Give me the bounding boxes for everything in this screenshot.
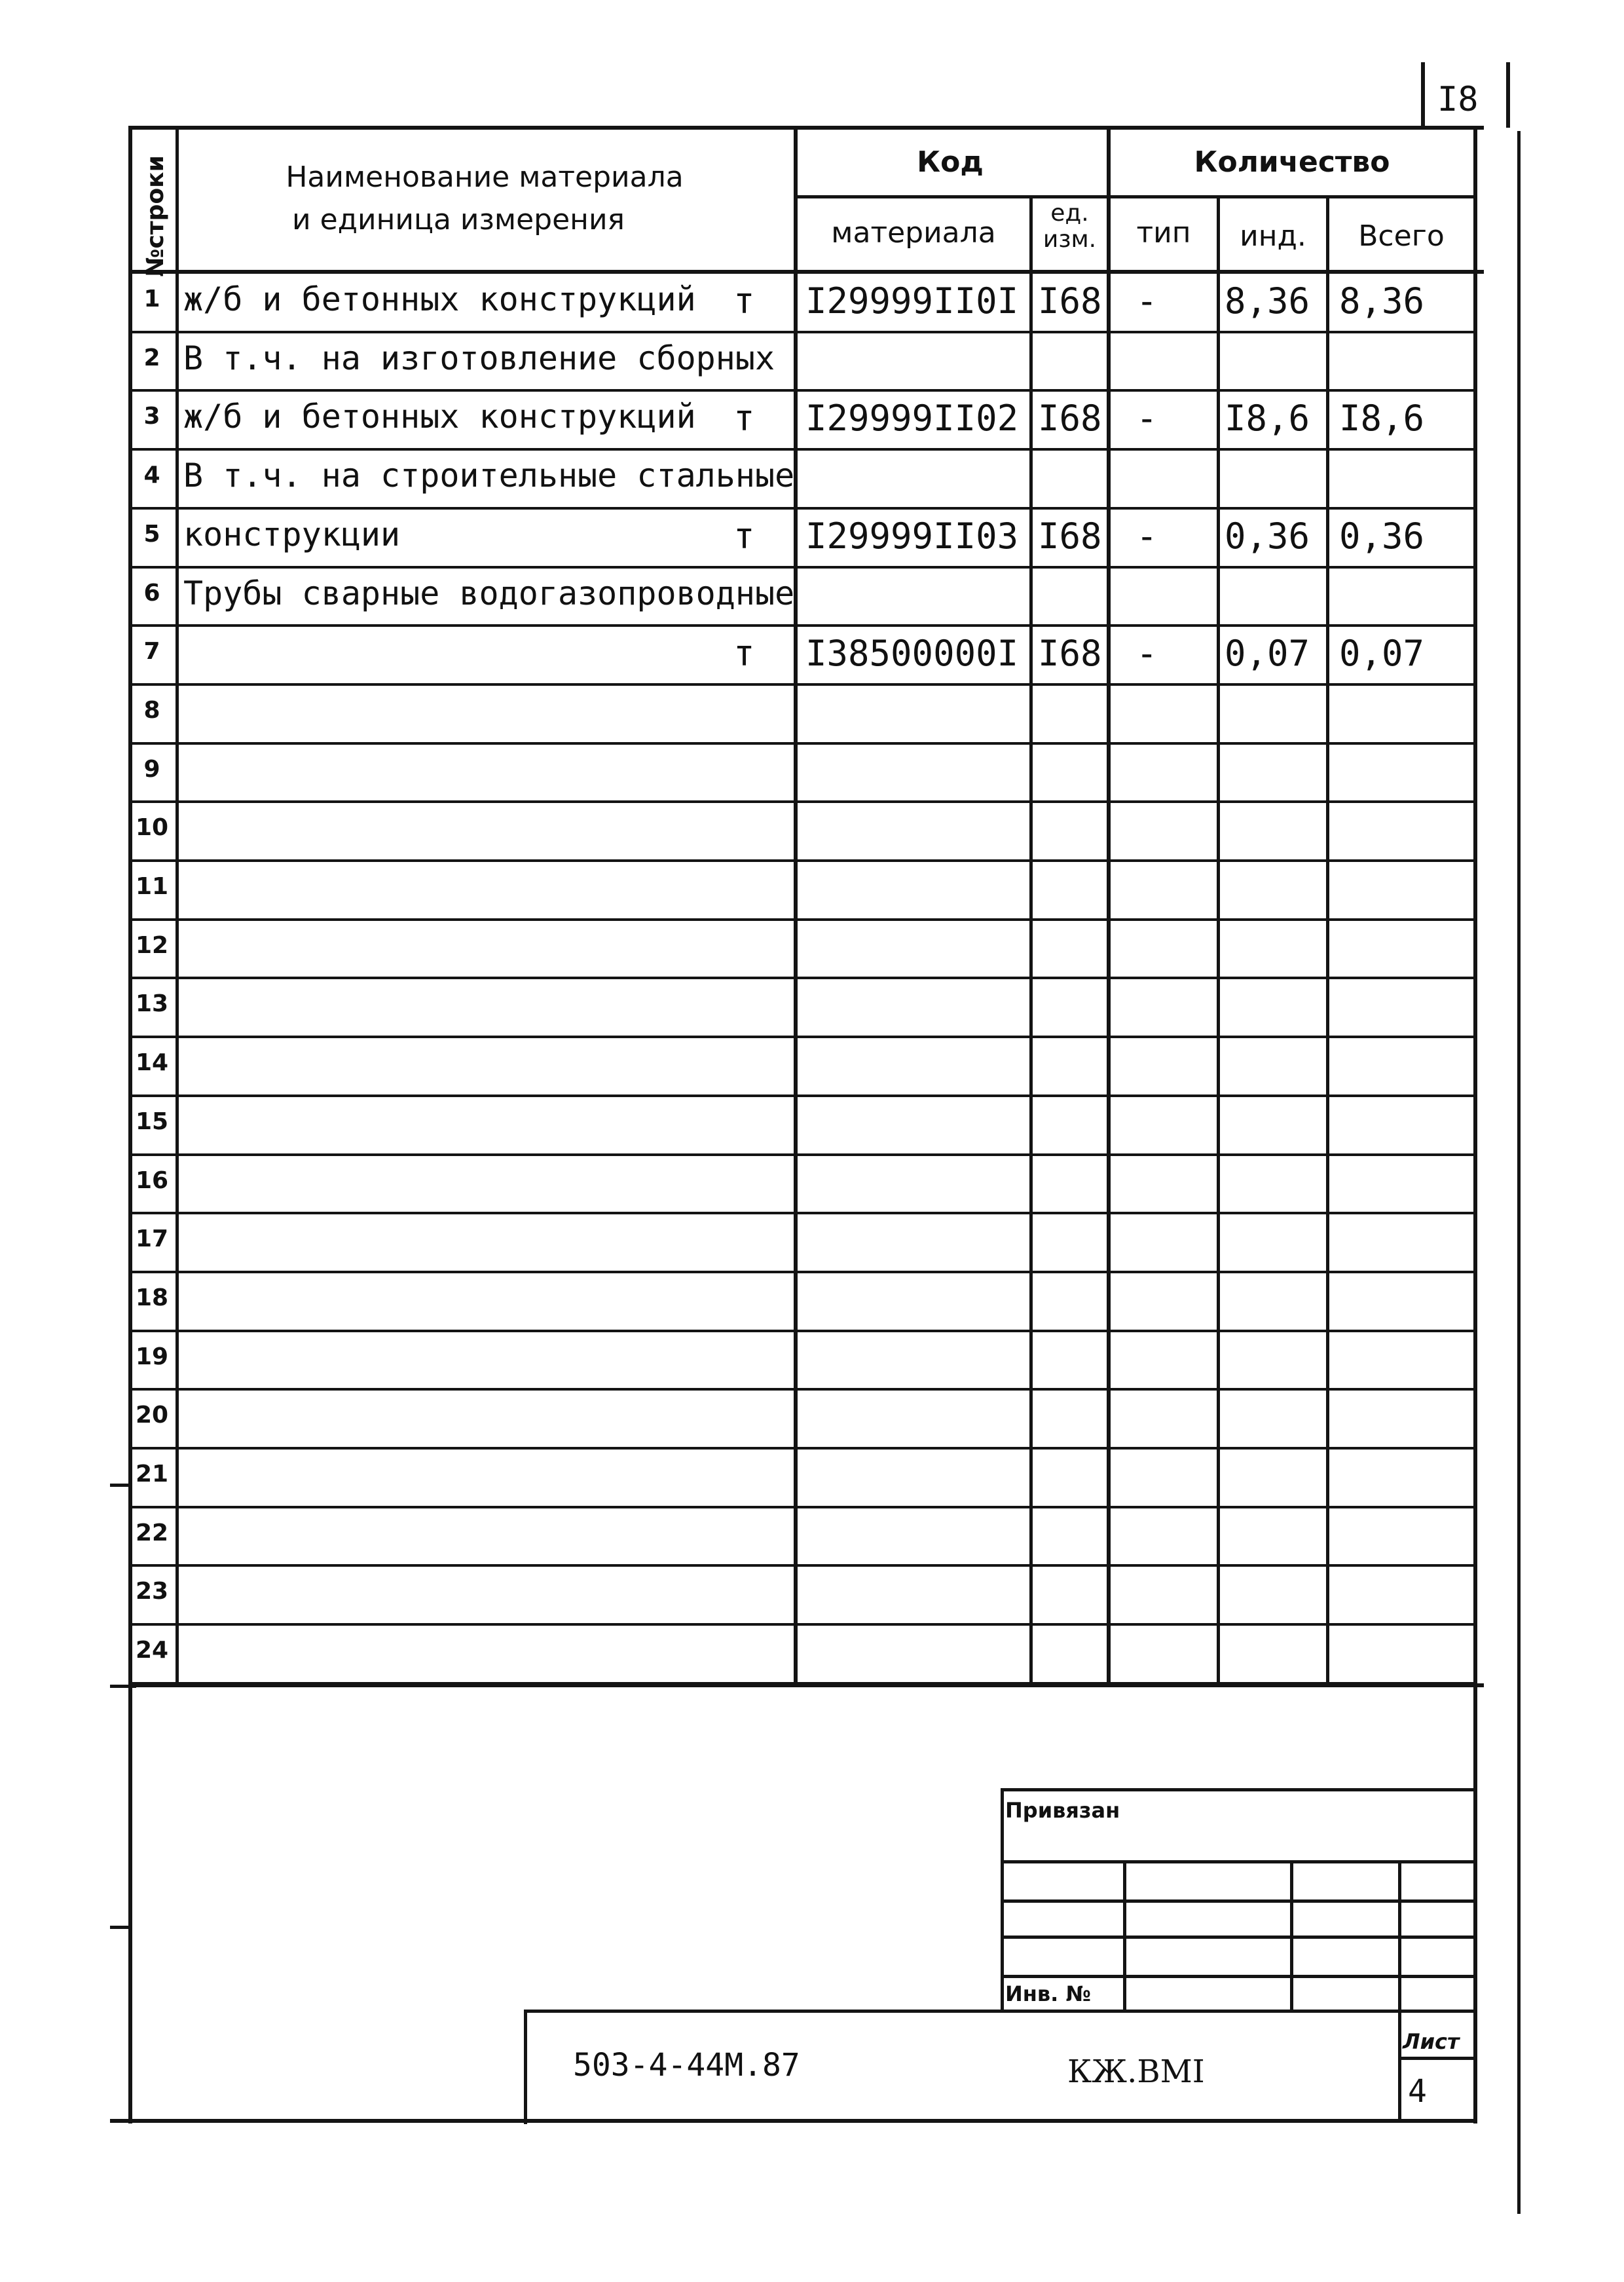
individual-qty-cell: 8,36	[1225, 280, 1310, 322]
row-divider	[128, 624, 1477, 627]
material-name-cell: ж/б и бетонных конструкций	[183, 398, 696, 436]
row-divider	[128, 389, 1477, 392]
titleblock-top	[524, 2010, 1477, 2013]
col-line-type	[1217, 196, 1220, 1685]
stamp-box-col2	[1123, 1860, 1126, 2011]
stamp-box-col3	[1290, 1860, 1293, 2011]
row-number: 1	[143, 286, 160, 312]
unit-cell: т	[733, 280, 755, 322]
row-number: 6	[143, 580, 160, 607]
table-top-line	[128, 126, 1484, 130]
table-right-line	[1473, 126, 1477, 2123]
total-qty-cell: I8,6	[1339, 398, 1425, 439]
row-number: 9	[143, 756, 160, 783]
row-number: 13	[135, 990, 169, 1017]
row-divider	[128, 1212, 1477, 1214]
code-unit-header-1: ед.	[1050, 200, 1089, 227]
row-number: 18	[135, 1284, 169, 1311]
row-divider	[128, 1036, 1477, 1038]
titleblock-bottom	[110, 2119, 1477, 2123]
qty-ind-header: инд.	[1240, 219, 1306, 253]
individual-qty-cell: 0,36	[1225, 515, 1310, 557]
row-number-header: №строки	[142, 155, 169, 277]
stamp-top-line	[110, 1685, 136, 1688]
measure-code-cell: I68	[1038, 633, 1102, 674]
row-number: 24	[135, 1637, 169, 1664]
type-cell: -	[1136, 280, 1158, 322]
row-divider	[128, 1623, 1477, 1626]
row-number: 19	[135, 1343, 169, 1370]
row-divider	[128, 1506, 1477, 1508]
code-unit-header-2: изм.	[1043, 226, 1097, 253]
margin-tick-1	[110, 1484, 130, 1487]
qty-group-header: Количество	[1194, 145, 1390, 179]
titleblock-left	[524, 2010, 527, 2124]
stamp-box-line4	[1001, 1936, 1477, 1939]
row-divider	[128, 448, 1477, 451]
total-qty-cell: 0,36	[1339, 515, 1425, 557]
type-cell: -	[1136, 398, 1158, 439]
row-number: 14	[135, 1049, 169, 1076]
row-number: 5	[143, 521, 160, 548]
page-number-box-right	[1506, 62, 1510, 128]
row-divider	[128, 331, 1477, 333]
individual-qty-cell: 0,07	[1225, 633, 1310, 674]
row-divider	[128, 1447, 1477, 1450]
row-number: 3	[143, 403, 160, 430]
right-border-line	[1517, 131, 1521, 2214]
row-number: 17	[135, 1225, 169, 1252]
material-code-cell: I38500000I	[805, 633, 1019, 674]
subheader-line-qty	[1107, 195, 1477, 198]
individual-qty-cell: I8,6	[1225, 398, 1310, 439]
row-divider	[128, 1330, 1477, 1332]
sheet-label: Лист	[1403, 2029, 1460, 2054]
name-header-line2: и единица измерения	[291, 203, 625, 236]
bound-label: Привязан	[1005, 1798, 1120, 1823]
row-divider	[128, 1094, 1477, 1097]
row-divider	[128, 742, 1477, 745]
sheet-number: 4	[1408, 2073, 1427, 2110]
unit-cell: т	[733, 633, 755, 674]
measure-code-cell: I68	[1038, 515, 1102, 557]
sheet-box-divider	[1398, 2057, 1477, 2060]
page-number-box-left	[1421, 62, 1425, 128]
table-header-bottom-line	[128, 270, 1484, 274]
stamp-box-col4	[1398, 1860, 1401, 2122]
row-number: 21	[135, 1461, 169, 1487]
measure-code-cell: I68	[1038, 280, 1102, 322]
material-name-cell: В т.ч. на изготовление сборных	[183, 339, 775, 377]
measure-code-cell: I68	[1038, 398, 1102, 439]
col-line-code	[1029, 196, 1033, 1685]
total-qty-cell: 0,07	[1339, 633, 1425, 674]
row-number: 23	[135, 1578, 169, 1605]
material-code-cell: I29999II0I	[805, 280, 1019, 322]
row-divider	[128, 1682, 1477, 1685]
material-name-cell: В т.ч. на строительные стальные	[183, 457, 795, 495]
material-name-cell: ж/б и бетонных конструкций	[183, 280, 696, 318]
stamp-left-frame	[128, 1683, 132, 2123]
row-divider	[128, 859, 1477, 862]
row-divider	[128, 1388, 1477, 1391]
row-number: 7	[143, 638, 160, 665]
code-material-header: материала	[831, 216, 996, 250]
row-number: 12	[135, 932, 169, 959]
row-divider	[128, 507, 1477, 510]
stamp-box-line2	[1001, 1860, 1477, 1863]
col-line-ind	[1326, 196, 1329, 1685]
row-number: 15	[135, 1108, 169, 1135]
col-line-name	[794, 126, 798, 1685]
material-name-cell: Трубы сварные водогазопроводные	[183, 574, 795, 612]
subheader-line-code	[794, 195, 1107, 198]
row-number: 16	[135, 1167, 169, 1194]
type-cell: -	[1136, 633, 1158, 674]
row-number: 22	[135, 1520, 169, 1546]
material-code-cell: I29999II02	[805, 398, 1019, 439]
page-number: I8	[1437, 80, 1479, 119]
stamp-box-top	[1001, 1788, 1477, 1791]
stamp-box-left	[1001, 1788, 1004, 2011]
stamp-box-line3	[1001, 1899, 1477, 1903]
margin-tick-2	[110, 1926, 130, 1929]
material-name-cell: конструкции	[183, 515, 401, 553]
document-mark: КЖ.ВМI	[1067, 2053, 1205, 2090]
code-group-header: Код	[917, 145, 984, 179]
row-number: 2	[143, 345, 160, 371]
row-number: 20	[135, 1402, 169, 1429]
row-number: 8	[143, 697, 160, 724]
row-divider	[128, 1564, 1477, 1567]
row-number: 11	[135, 873, 169, 900]
stamp-box-line5	[1001, 1975, 1477, 1978]
row-divider	[128, 977, 1477, 979]
qty-type-header: тип	[1136, 216, 1191, 250]
unit-cell: т	[733, 515, 755, 557]
row-number: 10	[135, 814, 169, 841]
row-divider	[128, 1153, 1477, 1156]
document-code: 503-4-44М.87	[573, 2047, 800, 2084]
qty-total-header: Всего	[1358, 219, 1445, 253]
material-code-cell: I29999II03	[805, 515, 1019, 557]
row-divider	[128, 1271, 1477, 1273]
type-cell: -	[1136, 515, 1158, 557]
row-divider	[128, 800, 1477, 803]
col-line-unit	[1107, 126, 1111, 1685]
row-number: 4	[143, 462, 160, 489]
row-divider	[128, 683, 1477, 686]
name-header-line1: Наименование материала	[286, 160, 684, 194]
inv-label: Инв. №	[1005, 1981, 1091, 2006]
total-qty-cell: 8,36	[1339, 280, 1425, 322]
col-line-rownum	[175, 126, 179, 1685]
row-divider	[128, 566, 1477, 569]
unit-cell: т	[733, 398, 755, 439]
row-divider	[128, 918, 1477, 921]
